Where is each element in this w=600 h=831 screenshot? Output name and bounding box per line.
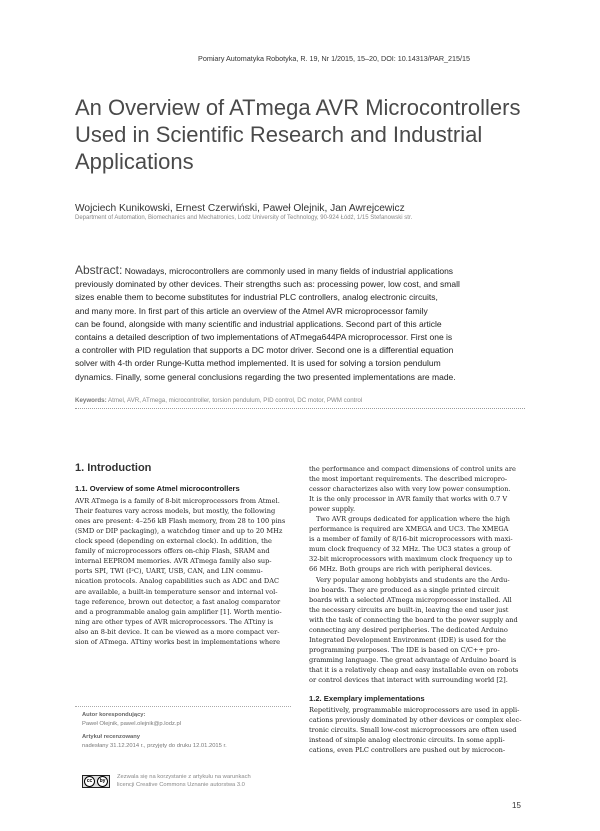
body-line: the most important requirements. The described micropro- bbox=[309, 475, 508, 484]
abstract-line: can be found, alongside with many scientific and industrial applications. Second part of this article bbox=[75, 318, 442, 329]
right-column bbox=[309, 464, 525, 755]
keywords-text: Atmel, AVR, ATmega, microcontroller, torsion pendulum, PID control, DC motor, PWM control bbox=[106, 397, 363, 404]
body-line: Repetitively, programmable microprocessors are used in appli- bbox=[309, 706, 520, 715]
review-label: Artykuł recenzowany bbox=[82, 734, 140, 740]
attribution-icon: by bbox=[97, 776, 108, 787]
body-line: family of microprocessors offers on-chip Flash, SRAM and bbox=[75, 547, 270, 556]
abstract-line: sizes enable them to become substitutes for industrial PLC controllers, analog electronic circuits, bbox=[75, 292, 438, 303]
review-dates: nadesłany 31.12.2014 r., przyjęty do druku 12.01.2015 r. bbox=[82, 742, 227, 749]
body-line: tage reference, brown out detector, a fast analog comparator bbox=[75, 597, 281, 606]
body-line: It is the only processor in AVR family that works with 0.7 V bbox=[309, 495, 508, 504]
title-line: Applications bbox=[75, 149, 194, 174]
paper-title bbox=[75, 94, 535, 175]
body-line: the necessary circuits are built-in, leaving the end user just bbox=[309, 605, 509, 614]
left-column bbox=[75, 463, 291, 647]
body-line: ino boards. They are produced as a single printed circuit bbox=[309, 585, 500, 594]
body-line: 32-bit microprocessors with maximum clock frequency up to bbox=[309, 555, 513, 564]
body-line: cations previously dominated by other devices or complex elec- bbox=[309, 716, 522, 725]
page-number: 15 bbox=[512, 801, 521, 810]
body-line: nication protocols. Analog capabilities such as ADC and DAC bbox=[75, 577, 280, 586]
body-line: Very popular among hobbyists and students are the Ardu- bbox=[316, 575, 510, 584]
body-line: 66 MHz. Both groups are rich with peripheral devices. bbox=[309, 565, 492, 574]
body-line: ports SPI, TWI (I²C), UART, USB, CAN, and LIN commu- bbox=[75, 567, 263, 576]
body-line: clock speed (depending on external clock). In addition, the bbox=[75, 537, 272, 546]
body-line: mum clock frequency of 32 MHz. The UC3 states a group of bbox=[309, 545, 511, 554]
body-line: ones are present: 4–256 kB Flash memory, from 28 to 100 pins bbox=[75, 517, 286, 526]
creative-commons-badge bbox=[82, 775, 110, 788]
abstract-line: contains a detailed description of two implementations of ATmega644PA microprocessor. First one is bbox=[75, 332, 453, 343]
abstract-label: Abstract: bbox=[75, 263, 123, 277]
cc-icon: cc bbox=[84, 776, 95, 787]
abstract-line: dynamics. Finally, some general conclusions regarding the two presented implementations are made. bbox=[75, 371, 456, 382]
running-head: Pomiary Automatyka Robotyka, R. 19, Nr 1/2015, 15–20, DOI: 10.14313/PAR_215/15 bbox=[198, 54, 470, 63]
body-line: or control devices that interact with surrounding world [2]. bbox=[309, 675, 508, 684]
body-line: internal EEPROM memories. AVR ATmega family also sup- bbox=[75, 557, 272, 566]
body-line: sion of ATmega. ATtiny works best in implementations where bbox=[75, 637, 281, 646]
abstract-line: Nowadays, microcontrollers are commonly used in many fields of industrial applications bbox=[122, 266, 454, 276]
abstract bbox=[75, 264, 525, 384]
body-line: gramming language. The great advantage of Arduino board is bbox=[309, 655, 517, 664]
body-line: Two AVR groups dedicated for application where the high bbox=[316, 515, 510, 524]
subsection-heading: 1.1. Overview of some Atmel microcontrollers bbox=[75, 484, 240, 494]
correspondence-author: Paweł Olejnik, pawel.olejnik@p.lodz.pl bbox=[82, 720, 182, 727]
body-line: boards with a selected ATmega microprocessor installed. All bbox=[309, 595, 512, 604]
body-line: programming purposes. The IDE is based on C/C++ pro- bbox=[309, 645, 500, 654]
body-line: cations, even PLC controllers are pushed out by microcon- bbox=[309, 746, 506, 755]
body-line: power supply. bbox=[309, 505, 356, 514]
abstract-line: solver with 4-th order Runge-Kutta method implemented. It is used for solving a torsion pendulum bbox=[75, 358, 441, 369]
body-line: the performance and compact dimensions of control units are bbox=[309, 465, 516, 473]
body-line: Integrated Development Environment (IDE) is used for the bbox=[309, 635, 507, 644]
license-line: licencji Creative Commons Uznanie autorstwa 3.0 bbox=[117, 782, 245, 788]
body-line: AVR ATmega is a family of 8-bit microprocessors from Atmel. bbox=[75, 497, 280, 506]
section-divider bbox=[75, 408, 525, 409]
body-line: are available, a built-in temperature sensor and internal vol- bbox=[75, 587, 278, 596]
abstract-line: a controller with PID regulation that supports a DC motor driver. Second one is a differential equation bbox=[75, 345, 454, 356]
body-line: (SMD or DIP packaging), a watchdog timer and up to 20 MHz bbox=[75, 527, 283, 536]
abstract-line: previously dominated by other devices. Their strengths such as: processing power, low cost, and small bbox=[75, 279, 460, 290]
correspondence-divider bbox=[75, 706, 291, 707]
body-line: is a member of family of 8/16-bit microprocessors with maxi- bbox=[309, 535, 513, 544]
keywords bbox=[75, 397, 362, 404]
body-line: that it is a relatively cheap and easy installable even on robots bbox=[309, 665, 519, 674]
body-line: tronic circuits. Small low-cost microprocessors are often used bbox=[309, 726, 517, 735]
body-line: cessor characterizes also with very low power consumption. bbox=[309, 485, 511, 494]
license-line: Zezwala się na korzystanie z artykułu na warunkach bbox=[117, 774, 251, 780]
body-line: connecting any desired peripheries. The dedicated Arduino bbox=[309, 625, 508, 634]
correspondence-block bbox=[82, 711, 227, 750]
abstract-line: and many more. In first part of this article an overview of the Atmel AVR microprocessor family bbox=[75, 305, 428, 316]
body-line: with the task of connecting the board to the power supply and bbox=[309, 615, 518, 624]
keywords-label: Keywords: bbox=[75, 397, 107, 404]
license-text bbox=[117, 773, 251, 789]
author-list: Wojciech Kunikowski, Ernest Czerwiński, Paweł Olejnik, Jan Awrejcewicz bbox=[75, 203, 405, 214]
title-line: An Overview of ATmega AVR Microcontrollers bbox=[75, 95, 521, 120]
body-line: performance is required are XMEGA and UC3. The XMEGA bbox=[309, 525, 509, 534]
subsection-heading: 1.2. Exemplary implementations bbox=[309, 694, 425, 704]
body-line: and a programmable analog gain amplifier [1]. Worth mentio- bbox=[75, 607, 282, 616]
body-line: instead of simple analog electronic circuits. In some appli- bbox=[309, 736, 505, 745]
section-heading: 1. Introduction bbox=[75, 462, 152, 474]
body-line: Their features vary across models, but mostly, the following bbox=[75, 507, 276, 516]
correspondence-label: Autor korespondujący: bbox=[82, 712, 146, 718]
body-line: ning are other types of AVR microprocessors. The ATtiny is bbox=[75, 617, 274, 626]
affiliation: Department of Automation, Biomechanics and Mechatronics, Lodz University of Technology, 90-924 Łódź, 1/15 Stefanowski str. bbox=[75, 215, 413, 221]
body-line: also an 8-bit device. It can be viewed as a more compact ver- bbox=[75, 627, 280, 636]
title-line: Used in Scientific Research and Industrial bbox=[75, 122, 483, 147]
